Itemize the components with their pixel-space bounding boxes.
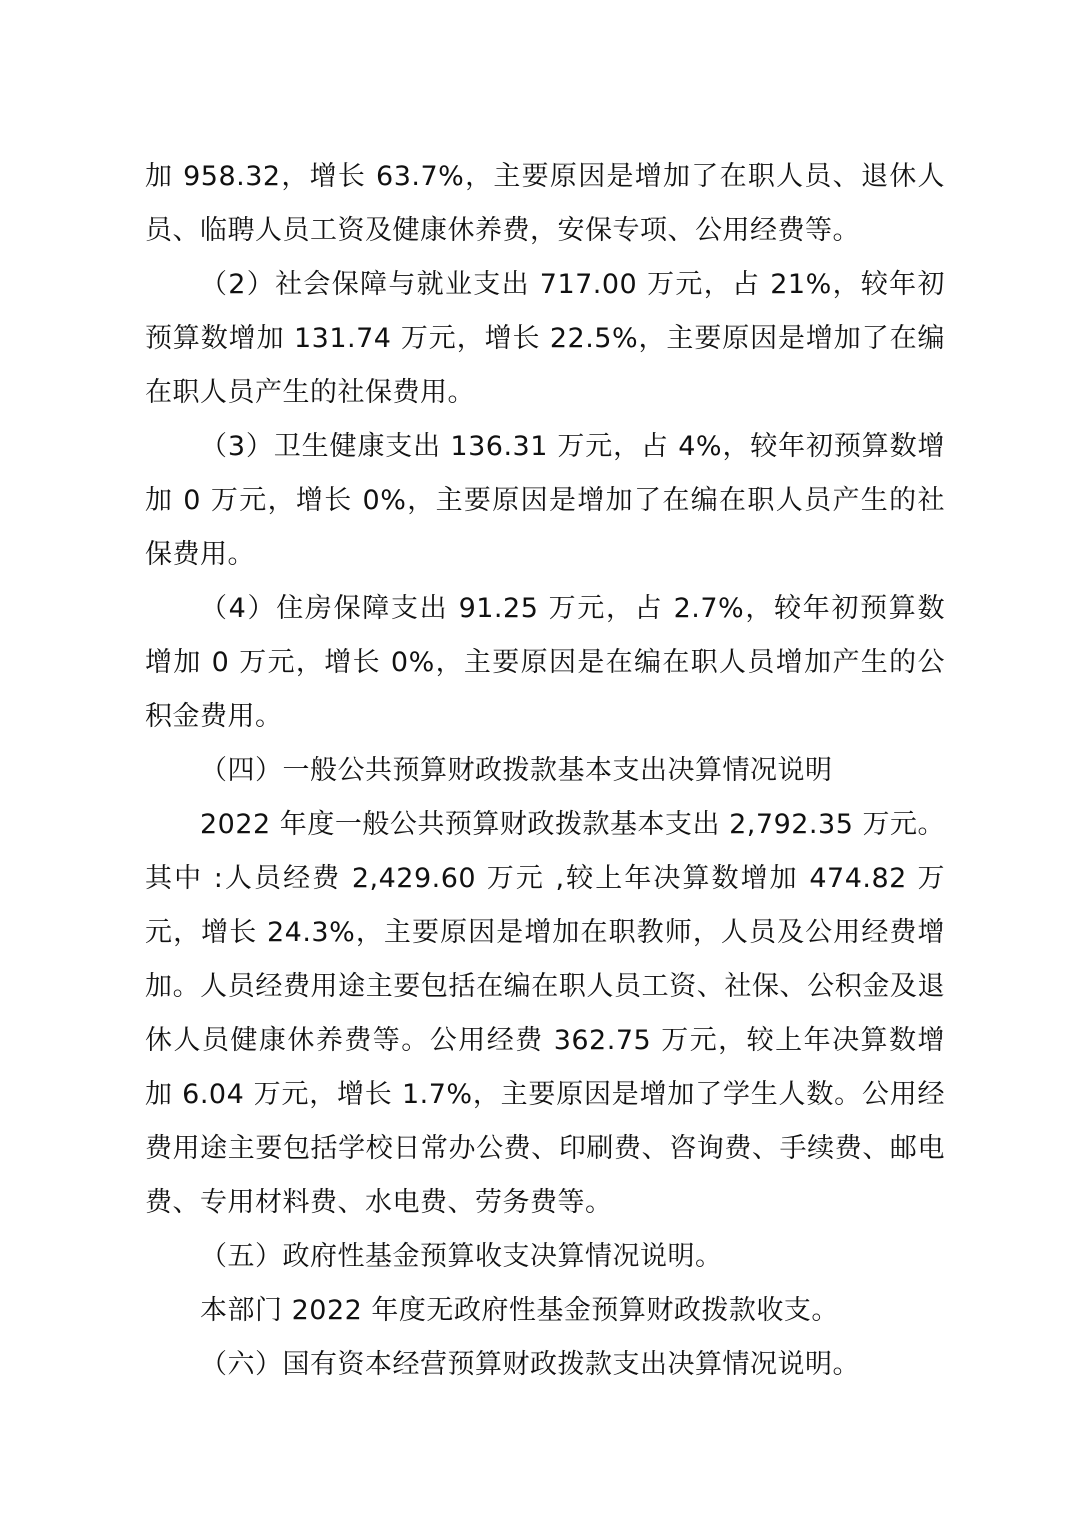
- section-heading-state-capital: （六）国有资本经营预算财政拨款支出决算情况说明。: [200, 1349, 860, 1380]
- section-heading-basic-expenditure: （四）一般公共预算财政拨款基本支出决算情况说明: [200, 755, 833, 786]
- paragraph-social-security: （2）社会保障与就业支出 717.00 万元，占 21%，较年初预算数增加 131.74 万元，增长 22.5%，主要原因是增加了在编在职人员产生的社保费用。: [145, 269, 945, 408]
- paragraph-housing: （4）住房保障支出 91.25 万元，占 2.7%，较年初预算数增加 0 万元，增长 0%，主要原因是在编在职人员增加产生的公积金费用。: [145, 593, 945, 732]
- document-page: [145, 150, 945, 1392]
- paragraph-basic-expenditure: 2022 年度一般公共预算财政拨款基本支出 2,792.35 万元。其中 :人员经费 2,429.60 万元 ,较上年决算数增加 474.82 万元，增长 24.3%，主要原因是增加在职教师，人员及公用经费增加。人员经费用途主要包括在编在职人员工资、社保、公积金及退休人员健康休养费等。公用经费 362.75 万元，较上年决算数增加 6.04 万元，增长 1.7%，主要原因是增加了学生人数。公用经费用途主要包括学校日常办公费、印刷费、咨询费、手续费、邮电费、专用材料费、水电费、劳务费等。: [145, 809, 945, 1218]
- section-heading-government-fund: （五）政府性基金预算收支决算情况说明。: [200, 1241, 723, 1272]
- paragraph-health: （3）卫生健康支出 136.31 万元，占 4%，较年初预算数增加 0 万元，增长 0%，主要原因是增加了在编在职人员产生的社保费用。: [145, 431, 945, 570]
- paragraph-general-public-services-continued: 加 958.32，增长 63.7%，主要原因是增加了在职人员、退休人员、临聘人员工资及健康休养费，安保专项、公用经费等。: [145, 161, 945, 246]
- paragraph-government-fund: 本部门 2022 年度无政府性基金预算财政拨款收支。: [200, 1295, 839, 1326]
